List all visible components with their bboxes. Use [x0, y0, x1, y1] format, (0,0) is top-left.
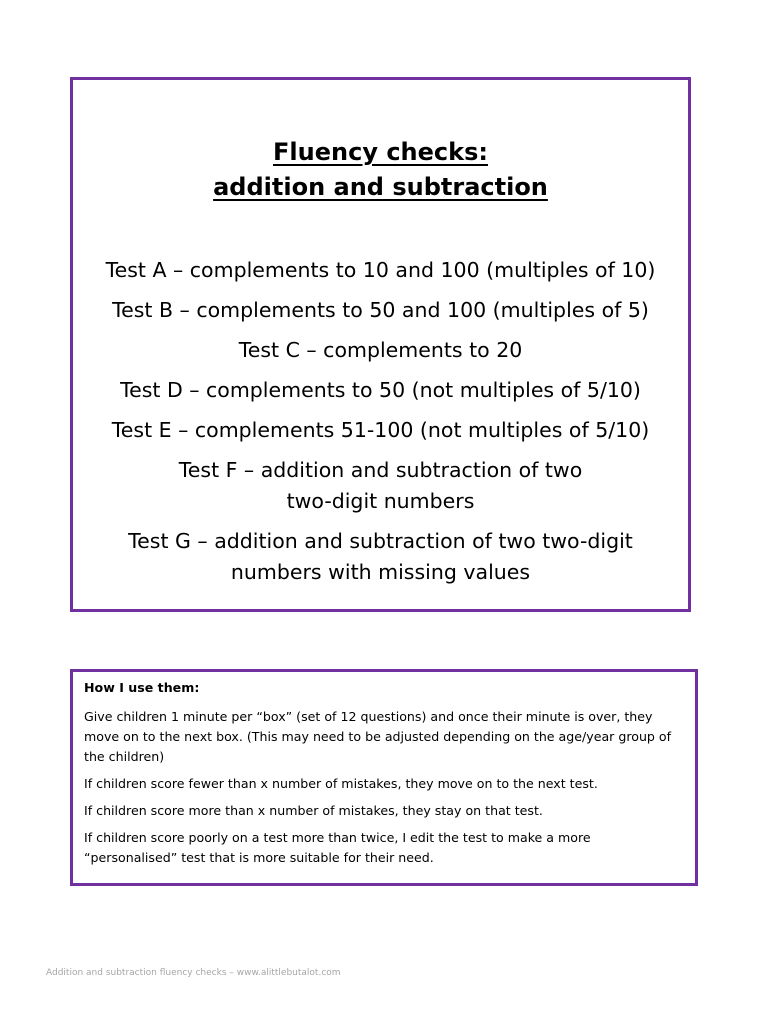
test-b: Test B – complements to 50 and 100 (multiples of 5) [112, 298, 649, 322]
test-e: Test E – complements 51-100 (not multiples of 5/10) [111, 418, 650, 442]
test-f: Test F – addition and subtraction of two two-digit numbers [178, 458, 583, 513]
test-c: Test C – complements to 20 [238, 338, 523, 362]
how-i-use-them-panel [70, 669, 698, 886]
test-a: Test A – complements to 10 and 100 (multiples of 10) [105, 258, 656, 282]
how-heading: How I use them: [84, 680, 200, 695]
page-footer: Addition and subtraction fluency checks – www.alittlebutalot.com [46, 968, 341, 978]
how-paragraph-4: If children score poorly on a test more than twice, I edit the test to make a more “personalised” test that is more suitable for their need. [84, 830, 591, 865]
test-d: Test D – complements to 50 (not multiples of 5/10) [120, 378, 641, 402]
title-line-2: addition and subtraction [213, 173, 548, 201]
test-list [81, 255, 680, 597]
page-title [73, 135, 688, 205]
how-paragraph-2: If children score fewer than x number of mistakes, they move on to the next test. [84, 776, 598, 791]
title-line-1: Fluency checks: [273, 138, 488, 166]
tests-panel [70, 77, 691, 612]
test-g: Test G – addition and subtraction of two two-digit numbers with missing values [128, 529, 633, 584]
how-paragraph-3: If children score more than x number of mistakes, they stay on that test. [84, 803, 543, 818]
how-paragraph-1: Give children 1 minute per “box” (set of 12 questions) and once their minute is over, they move on to the next box. (This may need to be adjusted depending on the age/year group of the children) [84, 709, 672, 764]
